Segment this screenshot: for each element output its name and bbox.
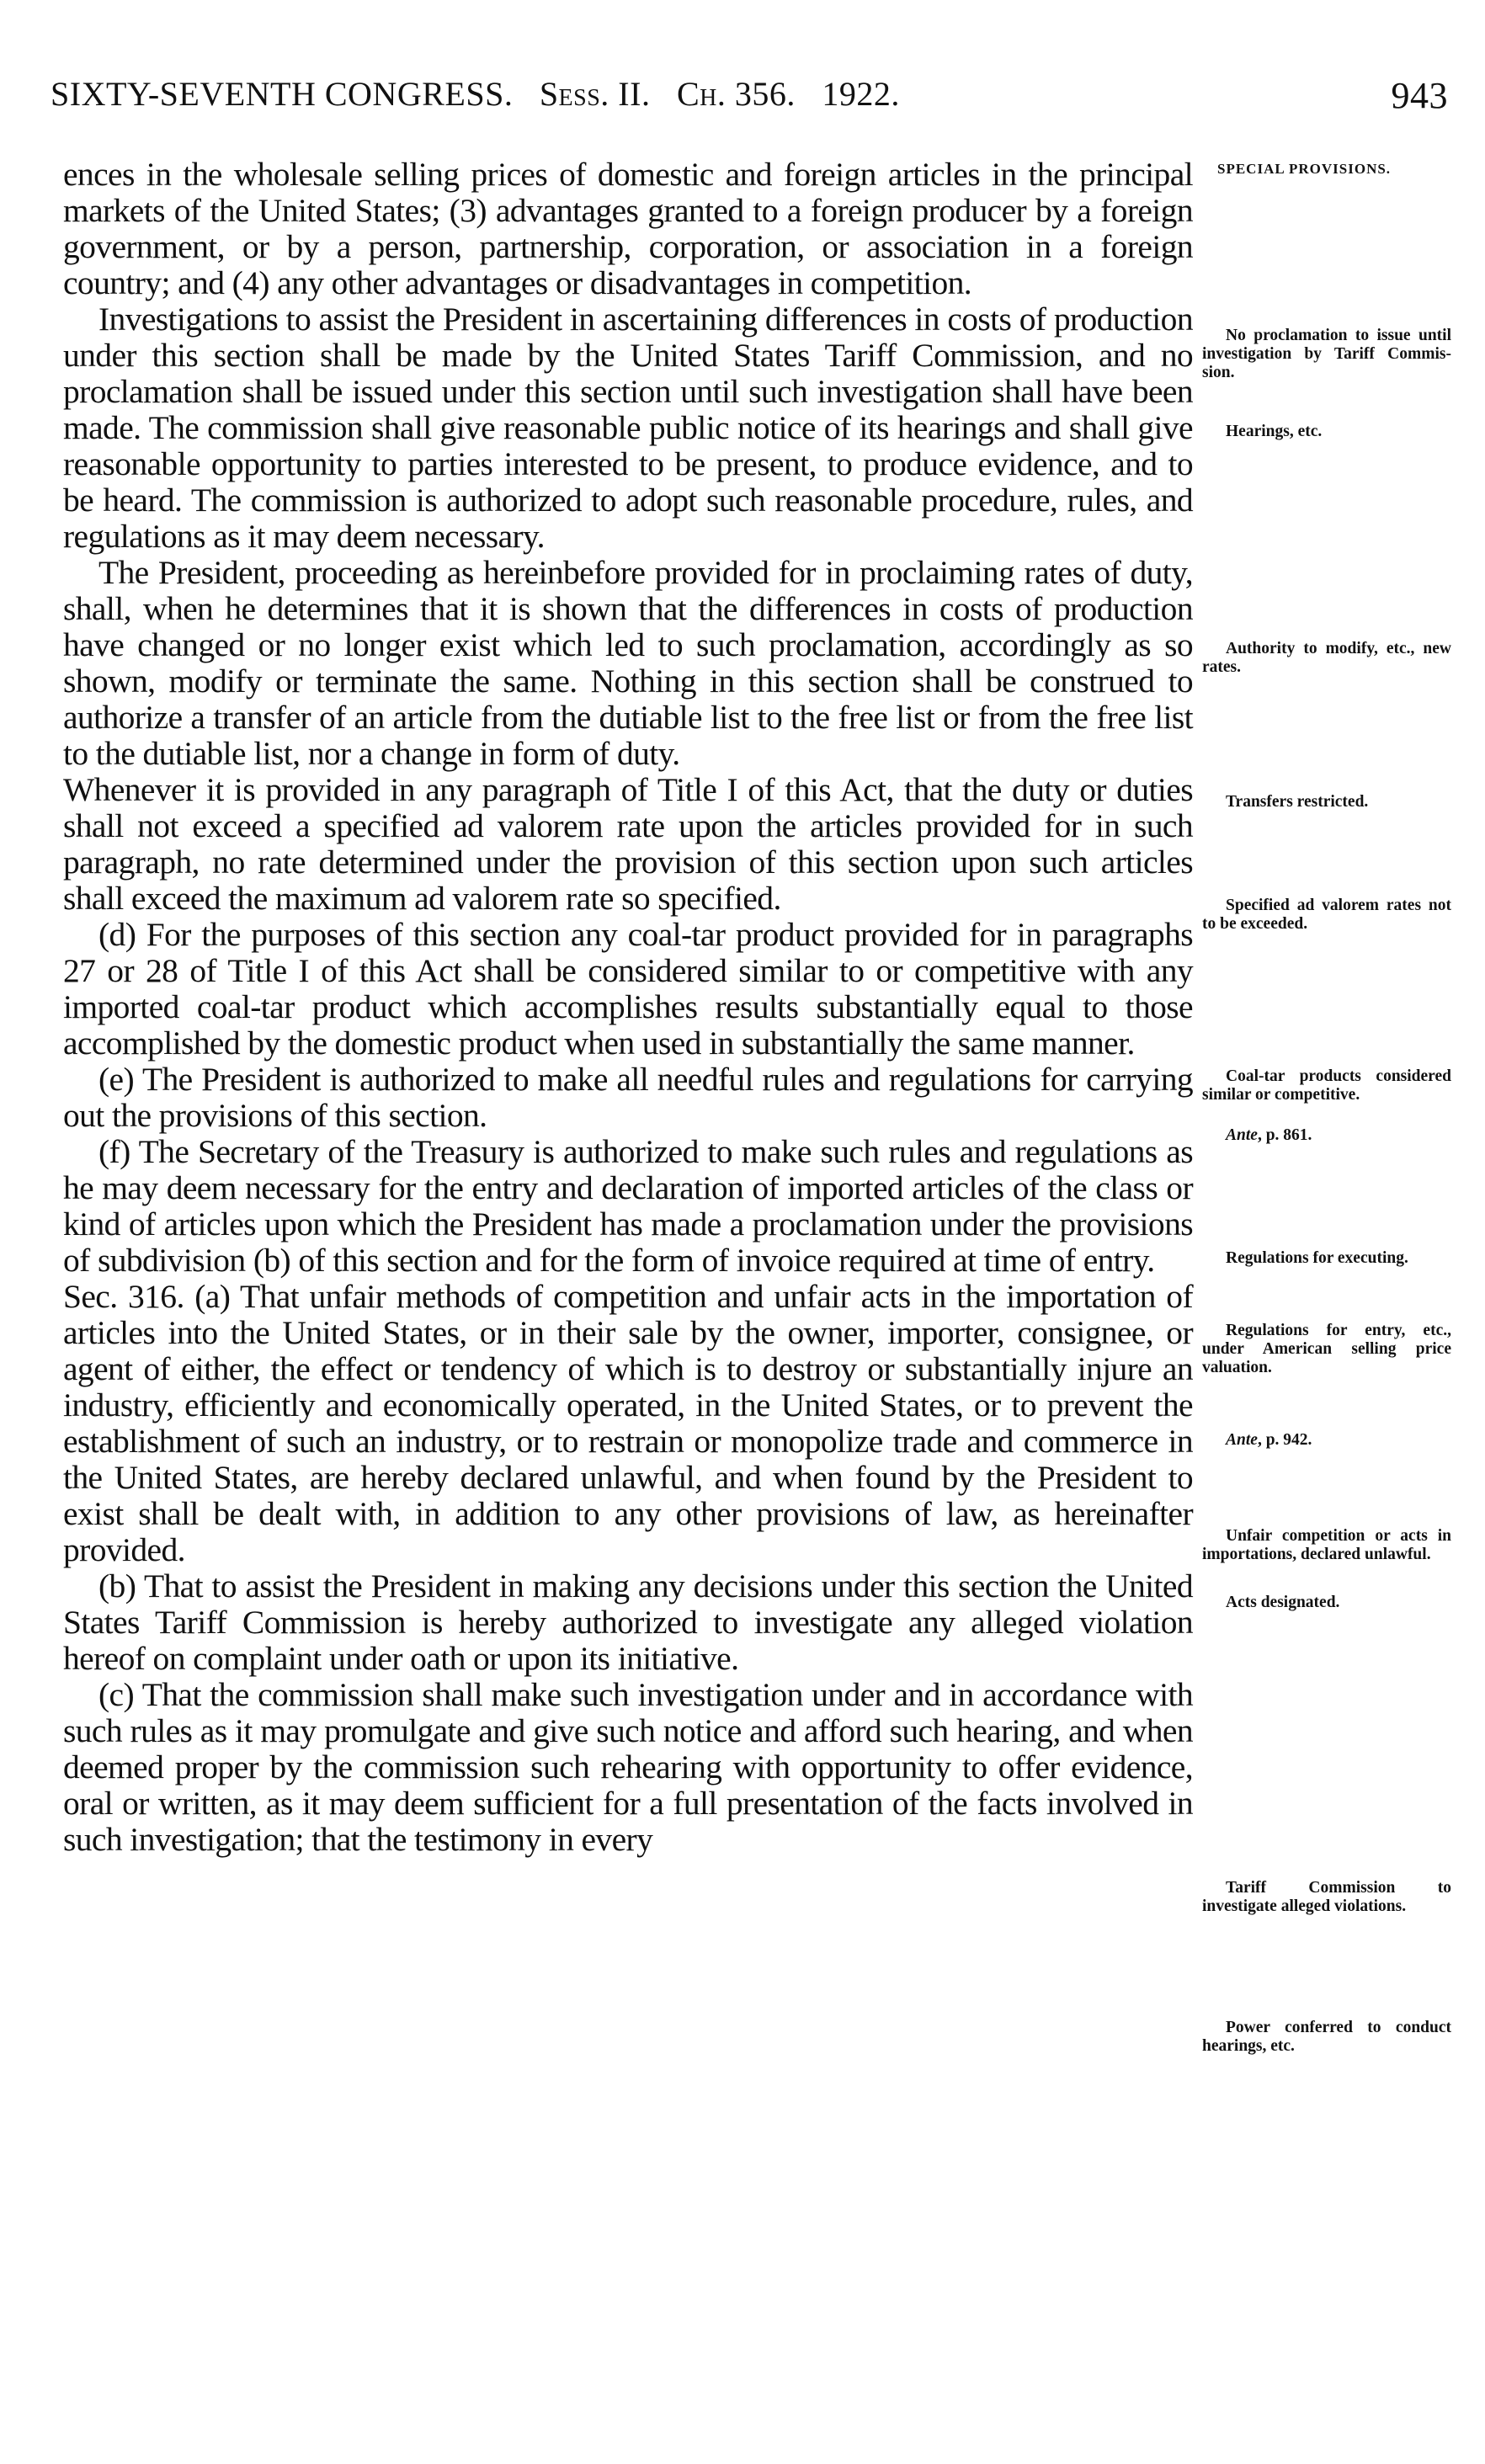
paragraph-investigations: Investigations to assist the President in ascertaining differences in costs of production under this section shall be made by the United States Tariff Commission, and no proclamation shall be issued under this section until such investigation shall have been made. The commission shall give reasonable public notice of its hearings and shall give reasonable opportunity to parties interested to be present, to produce evidence, and to be heard. The commission is authorized to adopt such reasonable procedure, rules, and regulations as it may deem necessary. <box>63 301 1193 555</box>
margin-note-regulations-entry: Regulations for entry, etc., under American selling price valuation. <box>1202 1322 1451 1376</box>
margin-note-ante-861 <box>1202 1126 1451 1145</box>
margin-note-no-proclamation: No proclamation to issue until investigation by Tariff Commission. <box>1202 327 1451 381</box>
running-head <box>51 74 900 114</box>
session-label: Sess. II. <box>539 75 651 113</box>
ante-ref: , p. 861. <box>1257 1126 1312 1144</box>
margin-note-special-provisions: SPECIAL PROVISIONS. <box>1217 161 1392 177</box>
paragraph-president-modify: The President, proceeding as hereinbefore provided for in proclaiming rates of duty, shall, when he determines that it is shown that the differences in costs of production have changed or no longer exist which led to such proclamation, accordingly as so shown, modify or terminate the same. Nothing in this section shall be construed to authorize a transfer of an article from the dutiable list to the free list or from the free list to the dutiable list, nor a change in form of duty. <box>63 554 1193 772</box>
margin-note-tariff-commission-investigate: Tariff Commission to investigate alleged violations. <box>1202 1879 1451 1915</box>
margin-note-transfers-restricted: Transfers restricted. <box>1226 793 1369 811</box>
paragraph-sec-316-b: (b) That to assist the President in making any decisions under this section the United States Tariff Commission is hereby authorized to investigate any alleged violation hereof on complaint under oath or upon its initiative. <box>63 1567 1193 1677</box>
margin-note-specified-ad-valorem: Specified ad valorem rates not to be exceeded. <box>1202 897 1451 933</box>
paragraph-ad-valorem: Whenever it is provided in any paragraph of Title I of this Act, that the duty or duties shall not exceed a specified ad valorem rate upon the articles provided for in such paragraph, no rate determined under the provision of this section upon such articles shall exceed the maximum ad valorem rate so specified. <box>63 771 1193 917</box>
margin-note-regulations-executing: Regulations for executing. <box>1226 1249 1408 1267</box>
margin-note-unfair-competition: Unfair competition or acts in importations, declared unlawful. <box>1202 1527 1451 1563</box>
chapter-label: Ch. 356. <box>676 75 796 113</box>
running-header <box>51 74 1448 125</box>
statute-body <box>63 157 1193 1858</box>
ante-italic: Ante <box>1226 1431 1258 1449</box>
year-label: 1922. <box>822 75 900 113</box>
margin-note-power-conferred: Power conferred to conduct hearings, etc. <box>1202 2019 1451 2055</box>
paragraph-sec-316-a: Sec. 316. (a) That unfair methods of competition and unfair acts in the importation of articles into the United States, or in their sale by the owner, importer, consignee, or agent of either, the effect or tendency of which is to destroy or substantially injure an industry, efficiently and economically operated, in the United States, or to prevent the establishment of such an industry, or to restrain or monopolize trade and commerce in the United States, are hereby declared unlawful, and when found by the President to exist shall be dealt with, in addition to any other provisions of law, as hereinafter provided. <box>63 1278 1193 1568</box>
ante-italic: Ante <box>1226 1126 1258 1144</box>
paragraph-e-rules: (e) The President is authorized to make all needful rules and regulations for carrying out the provisions of this section. <box>63 1061 1193 1134</box>
margin-note-authority-to-modify: Authority to modify, etc., new rates. <box>1202 640 1451 676</box>
paragraph-f-treasury: (f) The Secretary of the Treasury is authorized to make such rules and regulations as he may deem necessary for the entry and declaration of imported articles of the class or kind of articles upon which the President has made a proclamation under the provisions of subdivision (b) of this section and for the form of invoice required at time of entry. <box>63 1133 1193 1279</box>
margin-note-acts-designated: Acts designated. <box>1226 1594 1340 1611</box>
page-number: 943 <box>1391 75 1448 116</box>
margin-note-ante-942 <box>1202 1431 1451 1450</box>
paragraph-continuation: ences in the wholesale selling prices of domestic and foreign articles in the principal markets of the United States; (3) advantages granted to a foreign producer by a foreign government, or by a person, partnership, corporation, or association in a foreign country; and (4) any other advantages or disadvantages in competition. <box>63 156 1193 301</box>
paragraph-d-coal-tar: (d) For the purposes of this section any coal-tar product provided for in paragraphs 27 or 28 of Title I of this Act shall be considered similar to or competitive with any imported coal-tar product which accomplishes results substantially equal to those accomplished by the domestic product when used in substantially the same manner. <box>63 916 1193 1062</box>
margin-note-coal-tar: Coal-tar products considered similar or competitive. <box>1202 1067 1451 1104</box>
paragraph-sec-316-c: (c) That the commission shall make such investigation under and in accordance with such rules as it may promulgate and give such notice and afford such hearing, and when deemed proper by the commission such rehearing with opportunity to offer evidence, oral or written, as it may deem sufficient for a full presentation of the facts involved in such investigation; that the testimony in every <box>63 1676 1193 1858</box>
congress-label: SIXTY-SEVENTH CONGRESS. <box>51 75 514 113</box>
margin-note-hearings: Hearings, etc. <box>1226 423 1323 440</box>
ante-ref: , p. 942. <box>1257 1431 1312 1449</box>
